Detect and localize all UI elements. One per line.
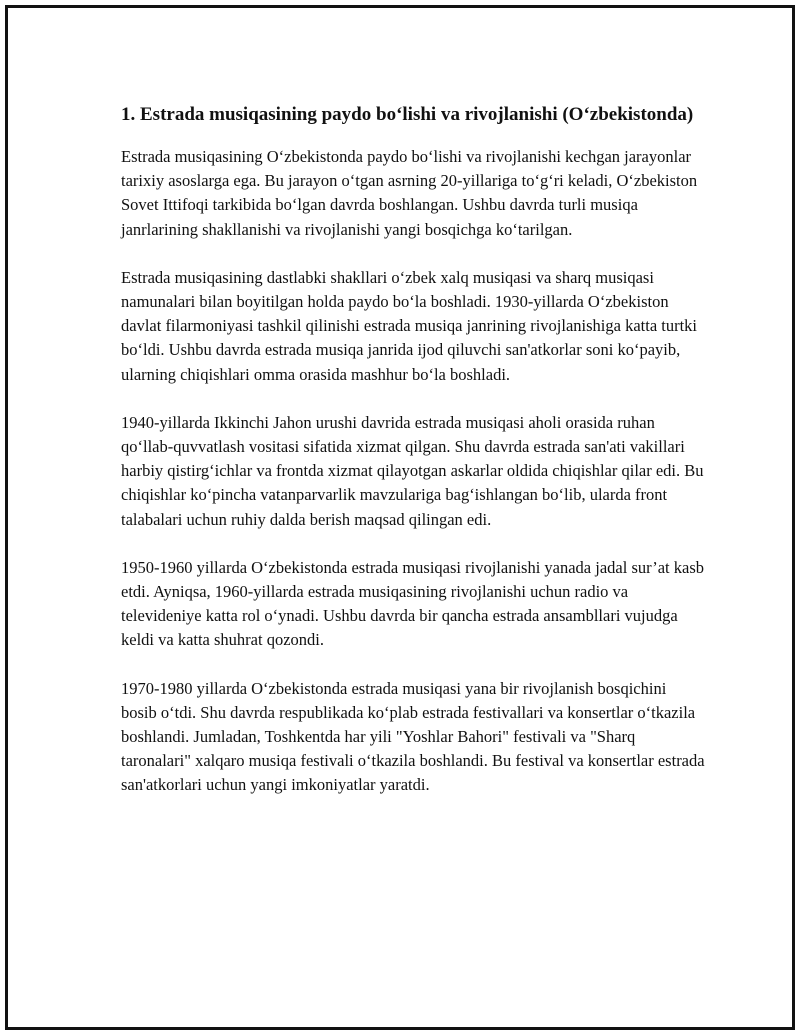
paragraph-2: Estrada musiqasining dastlabki shakllari o‘zbek xalq musiqasi va sharq musiqasi namunalari bilan boyitilgan holda paydo bo‘la boshladi. 1930-yillarda O‘zbekiston davlat filarmoniyasi tashkil qilinishi estrada musiqa janrining rivojlanishiga katta turtki bo‘ldi. Ushbu davrda estrada musiqa janrida ijod qiluvchi san'atkorlar soni ko‘payib, ularning chiqishlari omma orasida mashhur bo‘la boshladi.	[121, 267, 698, 384]
paragraph-4: 1950-1960 yillarda O‘zbekistonda estrada musiqasi rivojlanishi yanada jadal sur’at kasb etdi. Ayniqsa, 1960-yillarda estrada musiqasining rivojlanishi uchun radio va televideniye katta rol o‘ynadi. Ushbu davrda bir qancha estrada ansambllari vujudga keldi va katta shuhrat qozondi.	[121, 557, 704, 650]
section-heading: 1. Estrada musiqasining paydo bo‘lishi va rivojlanishi (O‘zbekistonda)	[121, 104, 694, 125]
paragraph-5: 1970-1980 yillarda O‘zbekistonda estrada musiqasi yana bir rivojlanish bosqichini bosib o‘tdi. Shu davrda respublikada ko‘plab estrada festivallari va konsertlar o‘tkazila boshlandi. Jumladan, Toshkentda har yili "Yoshlar Bahori" festivali va "Sharq taronalari" xalqaro musiqa festivali o‘tkazila boshlandi. Bu festival va konsertlar estrada san'atkorlari uchun yangi imkoniyatlar yaratdi.	[121, 678, 705, 795]
paragraph-1: Estrada musiqasining O‘zbekistonda paydo bo‘lishi va rivojlanishi kechgan jarayonlar tarixiy asoslarga ega. Bu jarayon o‘tgan asrning 20-yillariga to‘g‘ri keladi, O‘zbekiston Sovet Ittifoqi tarkibida bo‘lgan davrda boshlangan. Ushbu davrda turli musiqa janrlarining shakllanishi va rivojlanishi yangi bosqichga ko‘tarilgan.	[121, 147, 698, 239]
paragraph-3: 1940-yillarda Ikkinchi Jahon urushi davrida estrada musiqasi aholi orasida ruhan qo‘llab-quvvatlash vositasi sifatida xizmat qilgan. Shu davrda estrada san'ati vakillari harbiy qistirg‘ichlar va frontda xizmat qilayotgan askarlar oldida chiqishlar qilar edi. Bu chiqishlar ko‘pincha vatanparvarlik mavzulariga bag‘ishlangan bo‘lib, ularda front talabalari uchun ruhiy dalda berish maqsad qilingan edi.	[121, 412, 704, 529]
page-frame	[5, 5, 795, 1030]
document-body	[121, 101, 706, 822]
